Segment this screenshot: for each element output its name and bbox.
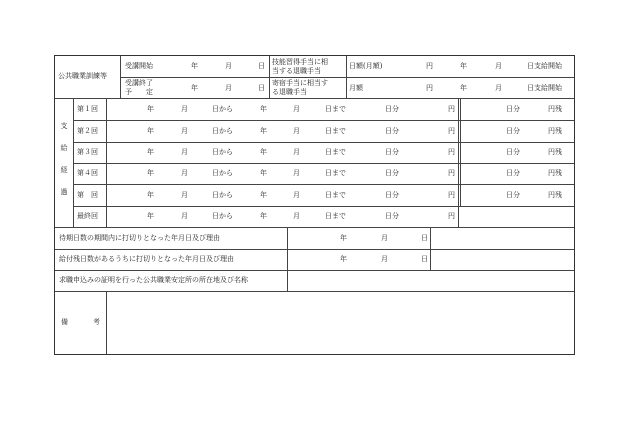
rule <box>120 77 574 78</box>
rule <box>73 206 574 207</box>
q2-day: 日 <box>421 255 428 263</box>
lodging-allowance-line1: 寄宿手当に相当す <box>272 79 328 87</box>
training-label: 公共職業訓練等 <box>58 72 107 80</box>
until-year: 年 <box>260 169 267 177</box>
remaining-yen: 円残 <box>548 169 562 177</box>
remaining-days-question: 給付残日数があるうちに打切りとなった年月日及び理由 <box>59 255 234 263</box>
row-label: 第３回 <box>77 148 98 156</box>
until-month: 月 <box>293 169 300 177</box>
remaining-days: 日分 <box>506 127 520 135</box>
from-year: 年 <box>147 212 154 220</box>
rule <box>106 291 107 354</box>
days-count: 日分 <box>385 127 399 135</box>
row-label: 第１回 <box>77 105 98 113</box>
remaining-yen: 円残 <box>548 105 562 113</box>
end-month: 月 <box>225 84 232 92</box>
skill-allowance-line2: 当する退職手当 <box>272 67 321 75</box>
from-month: 月 <box>181 212 188 220</box>
rule <box>55 227 574 228</box>
rule <box>269 56 270 98</box>
rule <box>55 249 574 250</box>
until-year: 年 <box>260 105 267 113</box>
until-month: 月 <box>293 105 300 113</box>
from-year: 年 <box>147 105 154 113</box>
end-year: 年 <box>191 84 198 92</box>
monthly-amount-label: 月額 <box>349 84 363 92</box>
remaining-days: 日分 <box>506 105 520 113</box>
until-day: 日まで <box>325 212 346 220</box>
days-count: 日分 <box>385 148 399 156</box>
rule <box>55 270 574 271</box>
from-year: 年 <box>147 169 154 177</box>
monthly-year: 年 <box>460 84 467 92</box>
amount-yen: 円 <box>448 105 455 113</box>
row-label: 第 回 <box>77 191 98 199</box>
from-year: 年 <box>147 148 154 156</box>
q2-year: 年 <box>340 255 347 263</box>
days-count: 日分 <box>385 105 399 113</box>
amount-yen: 円 <box>448 169 455 177</box>
skill-allowance-line1: 技能習得手当に相 <box>272 58 328 66</box>
from-month: 月 <box>181 169 188 177</box>
until-month: 月 <box>293 212 300 220</box>
days-count: 日分 <box>385 169 399 177</box>
days-count: 日分 <box>385 212 399 220</box>
remaining-yen: 円残 <box>548 148 562 156</box>
lodging-allowance-line2: る退職手当 <box>272 88 307 96</box>
amount-yen: 円 <box>448 191 455 199</box>
q1-year: 年 <box>340 234 347 242</box>
until-day: 日まで <box>325 105 346 113</box>
until-month: 月 <box>293 191 300 199</box>
remaining-days: 日分 <box>506 148 520 156</box>
start-day: 日 <box>258 62 265 70</box>
rule <box>120 56 121 98</box>
q2-month: 月 <box>381 255 388 263</box>
side-label-char: 過 <box>60 188 68 196</box>
q1-month: 月 <box>381 234 388 242</box>
from-year: 年 <box>147 127 154 135</box>
until-year: 年 <box>260 212 267 220</box>
until-month: 月 <box>293 148 300 156</box>
from-month: 月 <box>181 127 188 135</box>
rule <box>73 163 574 164</box>
daily-amount-label: 日額(月額) <box>349 62 383 70</box>
row-label: 第２回 <box>77 127 98 135</box>
from-day: 日から <box>212 127 233 135</box>
from-day: 日から <box>212 105 233 113</box>
remaining-yen: 円残 <box>548 127 562 135</box>
benefit-form <box>54 55 575 355</box>
rule <box>287 227 288 270</box>
rule <box>55 98 574 99</box>
until-day: 日まで <box>325 191 346 199</box>
monthly-month: 月 <box>495 84 502 92</box>
until-day: 日まで <box>325 148 346 156</box>
waiting-period-question: 待期日数の期間内に打切りとなった年月日及び理由 <box>59 234 220 242</box>
until-day: 日まで <box>325 169 346 177</box>
from-day: 日から <box>212 169 233 177</box>
remarks-label-2: 考 <box>93 318 100 326</box>
row-label: 第４回 <box>77 169 98 177</box>
start-year: 年 <box>191 62 198 70</box>
until-month: 月 <box>293 127 300 135</box>
monthly-yen: 円 <box>426 84 433 92</box>
until-day: 日まで <box>325 127 346 135</box>
rule <box>73 98 74 227</box>
from-year: 年 <box>147 191 154 199</box>
rule <box>287 270 288 291</box>
remarks-label-1: 備 <box>61 318 68 326</box>
daily-month: 月 <box>495 62 502 70</box>
daily-yen: 円 <box>426 62 433 70</box>
side-label-char: 支 <box>60 122 68 130</box>
until-year: 年 <box>260 191 267 199</box>
from-month: 月 <box>181 191 188 199</box>
remaining-days: 日分 <box>506 169 520 177</box>
amount-yen: 円 <box>448 127 455 135</box>
from-day: 日から <box>212 148 233 156</box>
side-label-char: 経 <box>60 166 68 174</box>
amount-yen: 円 <box>448 212 455 220</box>
side-label-char: 給 <box>60 144 68 152</box>
rule <box>106 98 107 227</box>
rule <box>458 98 459 227</box>
q1-day: 日 <box>421 234 428 242</box>
amount-yen: 円 <box>448 148 455 156</box>
rule <box>73 142 574 143</box>
end-label-line1: 受講終了 <box>125 79 153 87</box>
rule <box>73 184 574 185</box>
until-year: 年 <box>260 148 267 156</box>
until-year: 年 <box>260 127 267 135</box>
rule <box>346 56 347 98</box>
from-day: 日から <box>212 191 233 199</box>
from-month: 月 <box>181 148 188 156</box>
employment-office-question: 求職申込みの証明を行った公共職業安定所の所在地及び名称 <box>59 276 248 284</box>
daily-payment-start: 日支給開始 <box>527 62 562 70</box>
remaining-days: 日分 <box>506 191 520 199</box>
days-count: 日分 <box>385 191 399 199</box>
rule <box>55 291 574 292</box>
from-day: 日から <box>212 212 233 220</box>
end-label-line2: 予 定 <box>125 88 153 96</box>
row-label: 最終回 <box>77 212 98 220</box>
start-month: 月 <box>225 62 232 70</box>
remaining-yen: 円残 <box>548 191 562 199</box>
daily-year: 年 <box>460 62 467 70</box>
start-label: 受講開始 <box>125 62 153 70</box>
end-day: 日 <box>258 84 265 92</box>
from-month: 月 <box>181 105 188 113</box>
rule <box>430 227 431 270</box>
monthly-payment-start: 日支給開始 <box>527 84 562 92</box>
rule <box>460 98 461 206</box>
rule <box>73 120 574 121</box>
